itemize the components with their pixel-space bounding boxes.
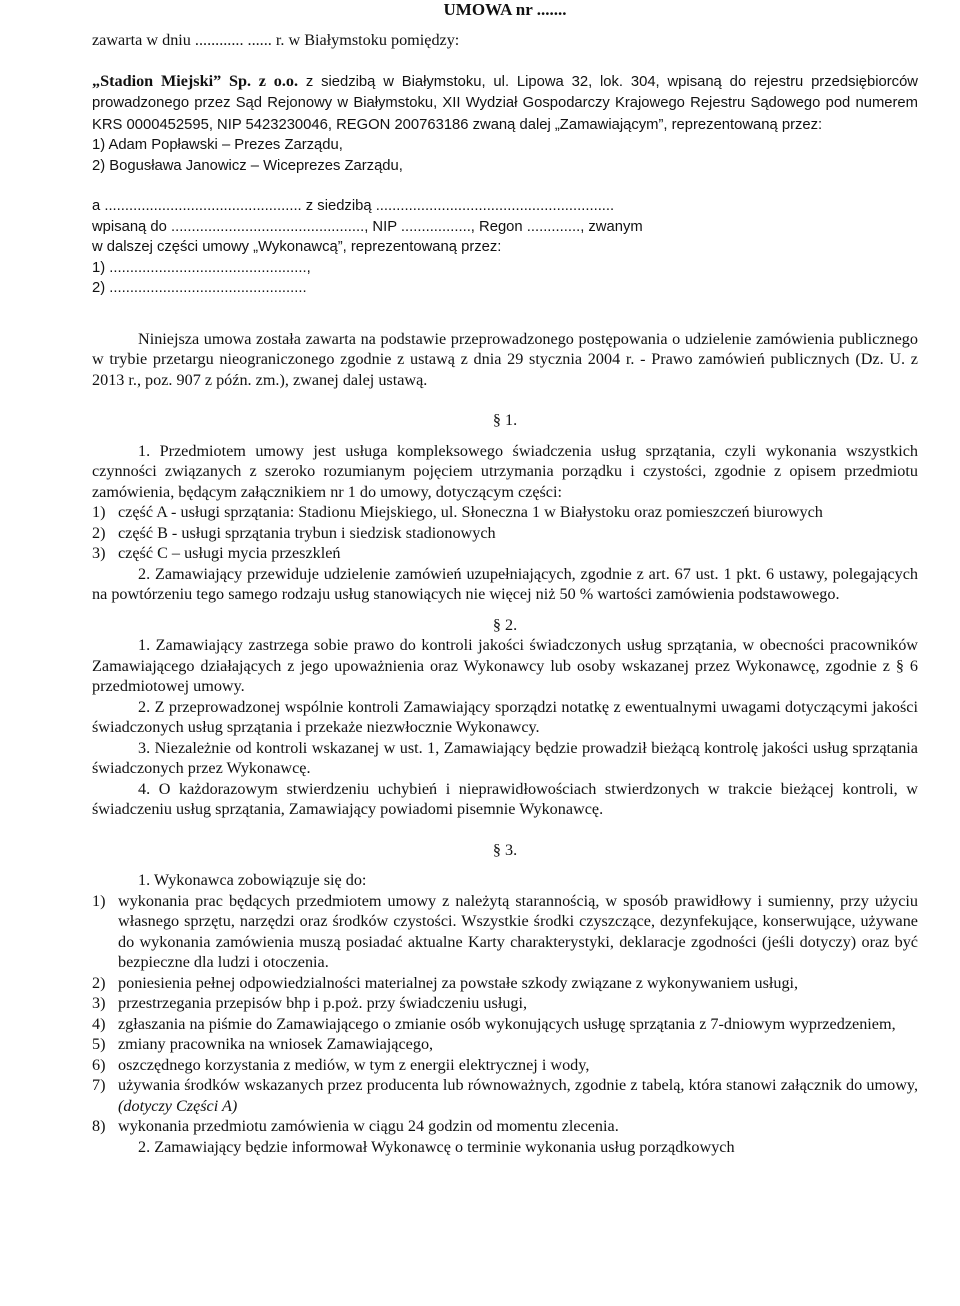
party1-text: z siedzibą w Białymstoku, ul. Lipowa 32, lok. 304, wpisaną do rejestru przedsiębiorców prowadzonego przez Sąd Rejonowy w Białymstoku, XII Wydział Gospodarczy Krajowego Rejestru Sądowego pod numerem KRS 0000452595, NIP 5423230046, REGON 200763186 zwaną dalej „Zamawiającym”, reprezentowaną przez: bbox=[92, 73, 918, 133]
party1-rep2: 2) Bogusława Janowicz – Wiceprezes Zarządu, bbox=[92, 157, 403, 174]
party1-name: „Stadion Miejski” Sp. z o.o. bbox=[92, 71, 299, 90]
section-3-heading: § 3. bbox=[492, 840, 518, 859]
section-1-list bbox=[92, 502, 918, 564]
list-item: 2) poniesienia pełnej odpowiedzialności materialnej za powstałe szkody związane z wykonywaniem usługi, bbox=[92, 973, 799, 992]
party2-line3: w dalszej części umowy „Wykonawcą”, reprezentowaną przez: bbox=[92, 239, 502, 255]
list-item: 7) używania środków wskazanych przez producenta lub równoważnych, zgodnie z tabelą, która stanowi załącznik do umowy, (dotyczy Części A) bbox=[92, 1076, 918, 1115]
section-1-paragraph-2: 2. Zamawiający przewiduje udzielenie zamówień uzupełniających, zgodnie z art. 67 ust. 1 pkt. 6 ustawy, polegających na powtórzeniu tego samego rodzaju usług stanowiących nie więcej niż 50 % wartości zamówienia podstawowego. bbox=[92, 564, 918, 603]
intro-line: zawarta w dniu ............ ...... r. w Białymstoku pomiędzy: bbox=[92, 31, 460, 49]
party2-line1: a ................................................ z siedzibą .......................................................... bbox=[92, 198, 615, 214]
section-1-heading: § 1. bbox=[492, 411, 518, 429]
document-title: UMOWA nr ....... bbox=[443, 0, 567, 19]
party2-line2: wpisaną do ..............................................., NIP ................., Regon ............., zwanym bbox=[92, 218, 643, 235]
list-item: 8) wykonania przedmiotu zamówienia w ciągu 24 godzin od momentu zlecenia. bbox=[92, 1117, 619, 1135]
party2-rep2: 2) ................................................ bbox=[92, 280, 307, 296]
section-3-list bbox=[92, 891, 918, 1137]
item-7-note: (dotyczy Części A) bbox=[118, 1096, 238, 1115]
section-3-paragraph-1: 1. Wykonawca zobowiązuje się do: bbox=[138, 871, 367, 889]
list-item: 6) oszczędnego korzystania z mediów, w tym z energii elektrycznej i wody, bbox=[92, 1055, 590, 1074]
section-2-paragraph-3: 3. Niezależnie od kontroli wskazanej w ust. 1, Zamawiający będzie prowadził bieżącą kontrolę jakości usług sprzątania świadczonych przez Wykonawcę. bbox=[92, 738, 918, 777]
section-1-paragraph-1: 1. Przedmiotem umowy jest usługa kompleksowego świadczenia usług sprzątania, czyli wykonania wszystkich czynności związanych z szeroko rozumianym pojęciem utrzymania porządku i czystości, zgodnie z opisem przedmiotu zamówienia, będącym załącznikiem nr 1 do umowy, dotyczącym części: bbox=[92, 441, 918, 501]
section-3-paragraph-2: 2. Zamawiający będzie informował Wykonawcę o terminie wykonania usług porządkowych bbox=[138, 1137, 735, 1156]
section-2-paragraph-2: 2. Z przeprowadzonej wspólnie kontroli Zamawiający sporządzi notatkę z ewentualnymi uwagami dotyczącymi jakości świadczonych usług sprzątania i przekaże niezwłocznie Wykonawcy. bbox=[92, 697, 918, 736]
party1-description bbox=[92, 71, 918, 136]
list-item: 5) zmiany pracownika na wniosek Zamawiającego, bbox=[92, 1035, 434, 1053]
list-item: 1) część A - usługi sprzątania: Stadionu Miejskiego, ul. Słoneczna 1 w Białystoku oraz pomieszczeń biurowych bbox=[92, 503, 823, 521]
list-item: 3) część C – usługi mycia przeszkleń bbox=[92, 544, 341, 562]
preamble: Niniejsza umowa została zawarta na podstawie przeprowadzonego postępowania o udzielenie zamówienia publicznego w trybie przetargu nieograniczonego zgodnie z ustawą z dnia 29 stycznia 2004 r. - Prawo zamówień publicznych (Dz. U. z 2013 r., poz. 907 z późn. zm.), zwanej dalej ustawą. bbox=[92, 329, 918, 389]
section-2-paragraph-1: 1. Zamawiający zastrzega sobie prawo do kontroli jakości świadczonych usług sprzątania, w obecności pracowników Zamawiającego działających z jego upoważnienia oraz Wykonawcy lub osoby wskazanej przez Wykonawcę, zgodnie z § 6 przedmiotowej umowy. bbox=[92, 636, 918, 695]
list-item: 1) wykonania prac będących przedmiotem umowy z należytą starannością, w sposób prawidłowy i sumienny, przy użyciu własnego sprzętu, narzędzi oraz środków czystości. Wszystkie środki czyszczące, dezynfekujące, konserwujące, używane do wykonania zamówienia muszą posiadać aktualne Karty charakterystyki, deklaracje zgodności (jeśli dotyczy) oraz być bezpieczne dla ludzi i otoczenia. bbox=[92, 891, 918, 971]
list-item: 3) przestrzegania przepisów bhp i p.poż. przy świadczeniu usługi, bbox=[92, 994, 528, 1012]
section-2-paragraph-4: 4. O każdorazowym stwierdzeniu uchybień i nieprawidłowościach stwierdzonych w trakcie bieżącej kontroli, w świadczeniu usług sprzątania, Zamawiający powiadomi pisemnie Wykonawcę. bbox=[92, 779, 918, 818]
party2-rep1: 1) ................................................, bbox=[92, 259, 311, 276]
party1-rep1: 1) Adam Popławski – Prezes Zarządu, bbox=[92, 137, 343, 153]
list-item: 4) zgłaszania na piśmie do Zamawiającego o zmianie osób wykonujących usługę sprzątania z 7-dniowym wyprzedzeniem, bbox=[92, 1014, 896, 1033]
list-item: 2) część B - usługi sprzątania trybun i siedzisk stadionowych bbox=[92, 523, 496, 542]
section-2-heading: § 2. bbox=[492, 615, 518, 634]
